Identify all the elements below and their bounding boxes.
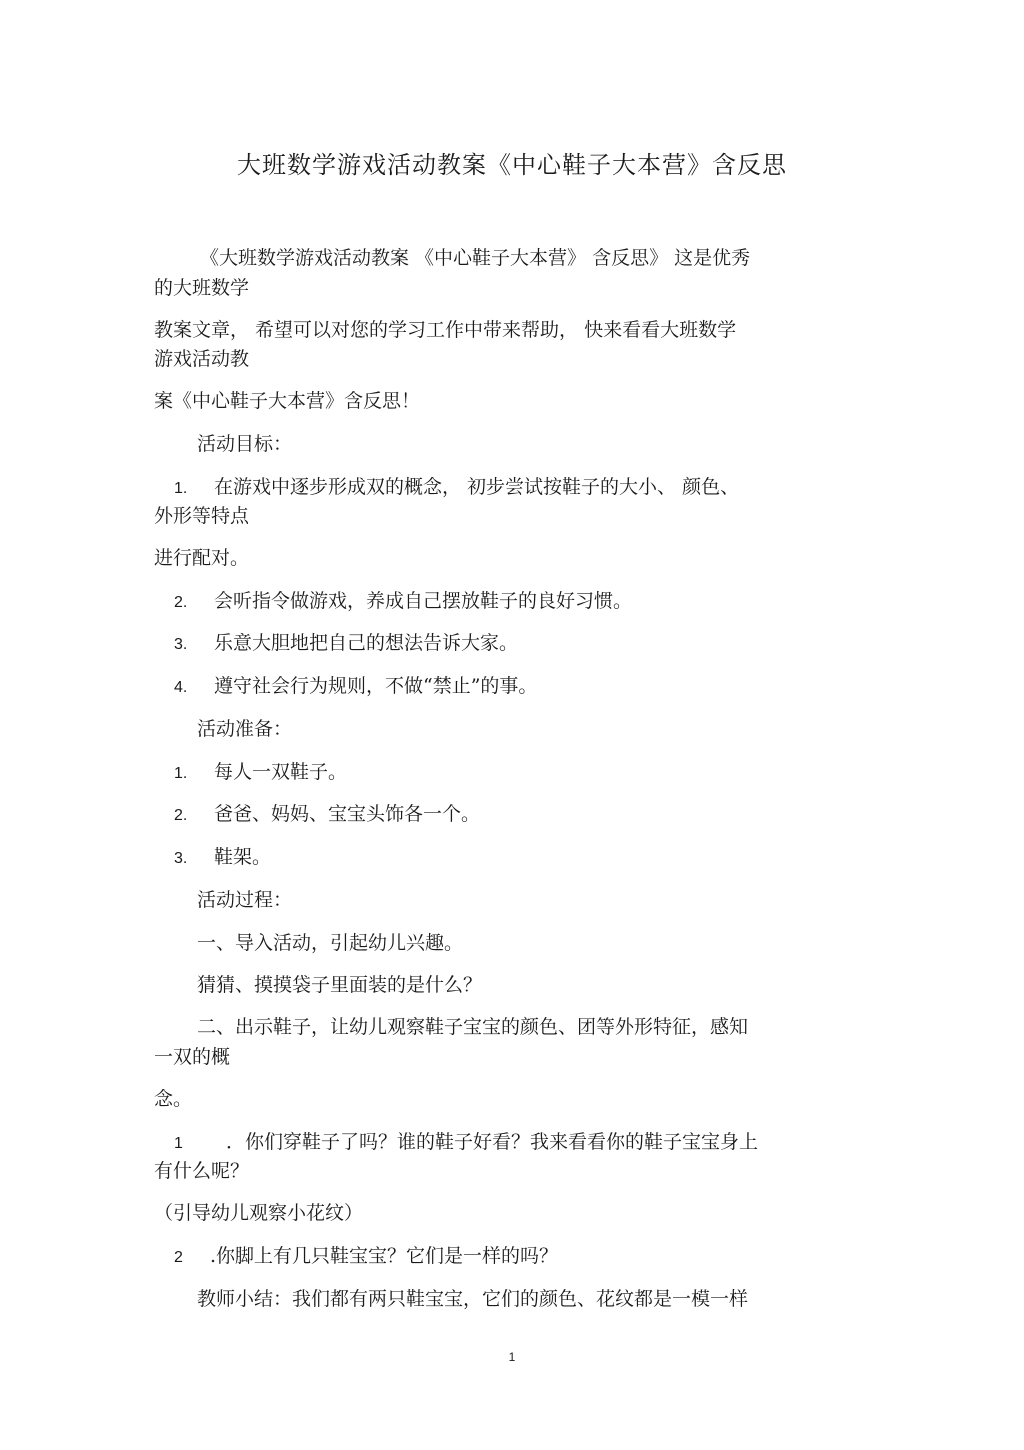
question-1-number: 1 [174, 1135, 183, 1152]
step-2-line-b: 一双的概 [154, 1046, 231, 1068]
intro-line-2a: 教案文章， 希望可以对您的学习工作中带来帮助， 快来看看大班数学 [154, 319, 737, 341]
goals-heading: 活动目标： [197, 433, 293, 455]
question-2-number: 2 [174, 1249, 183, 1266]
question-2-text: .你脚上有几只鞋宝宝？它们是一样的吗？ [210, 1245, 559, 1267]
goal-4-text: 遵守社会行为规则，不做“禁止”的事。 [214, 675, 538, 697]
goal-3-number: 3. [174, 636, 188, 653]
prep-1-line [174, 759, 854, 787]
page-number: 1 [508, 1350, 516, 1364]
intro-line-3: 案《中心鞋子大本营》含反思！ [154, 390, 421, 412]
prep-3-line [174, 844, 854, 872]
question-1-note: （引导幼儿观察小花纹） [154, 1202, 364, 1224]
question-2-line [174, 1243, 854, 1271]
step-1-detail: 猜猜、摸摸袋子里面装的是什么？ [197, 974, 483, 996]
goal-2-text: 会听指令做游戏，养成自己摆放鞋子的良好习惯。 [214, 590, 633, 612]
prep-3-number: 3. [174, 850, 188, 867]
goal-1-text: 在游戏中逐步形成双的概念， 初步尝试按鞋子的大小、 颜色、 [214, 476, 740, 498]
goal-1-line-c: 进行配对。 [154, 547, 250, 569]
prep-1-number: 1. [174, 765, 188, 782]
goal-1-number: 1. [174, 480, 188, 497]
goal-4-number: 4. [174, 679, 188, 696]
question-1-text: ．你们穿鞋子了吗？谁的鞋子好看？我来看看你的鞋子宝宝身上 [226, 1131, 759, 1153]
intro-line-1b: 的大班数学 [154, 277, 250, 299]
step-1: 一、导入活动，引起幼儿兴趣。 [197, 932, 464, 954]
goal-3-line [174, 630, 854, 658]
question-1-line-b: 有什么呢？ [154, 1160, 250, 1182]
process-heading: 活动过程： [197, 889, 293, 911]
intro-line-1a: 《大班数学游戏活动教案 《中心鞋子大本营》 含反思》 这是优秀 [200, 247, 751, 269]
prep-3-text: 鞋架。 [214, 846, 272, 868]
step-2-line-c: 念。 [154, 1088, 193, 1110]
goal-1-line [174, 474, 854, 502]
prep-2-line [174, 801, 854, 829]
goal-3-text: 乐意大胆地把自己的想法告诉大家。 [214, 632, 519, 654]
goal-2-line [174, 588, 854, 616]
question-1-line [174, 1129, 854, 1157]
prep-2-text: 爸爸、妈妈、宝宝头饰各一个。 [214, 803, 481, 825]
prep-1-text: 每人一双鞋子。 [214, 761, 348, 783]
goal-4-line [174, 673, 854, 701]
intro-line-2b: 游戏活动教 [154, 348, 250, 370]
prep-heading: 活动准备： [197, 718, 293, 740]
prep-2-number: 2. [174, 807, 188, 824]
step-2-line-a: 二、出示鞋子，让幼儿观察鞋子宝宝的颜色、团等外形特征，感知 [197, 1016, 749, 1038]
goal-2-number: 2. [174, 594, 188, 611]
document-title: 大班数学游戏活动教案《中心鞋子大本营》含反思 [237, 151, 787, 179]
goal-1-line-b: 外形等特点 [154, 505, 250, 527]
teacher-summary: 教师小结：我们都有两只鞋宝宝，它们的颜色、花纹都是一模一样 [197, 1288, 749, 1310]
